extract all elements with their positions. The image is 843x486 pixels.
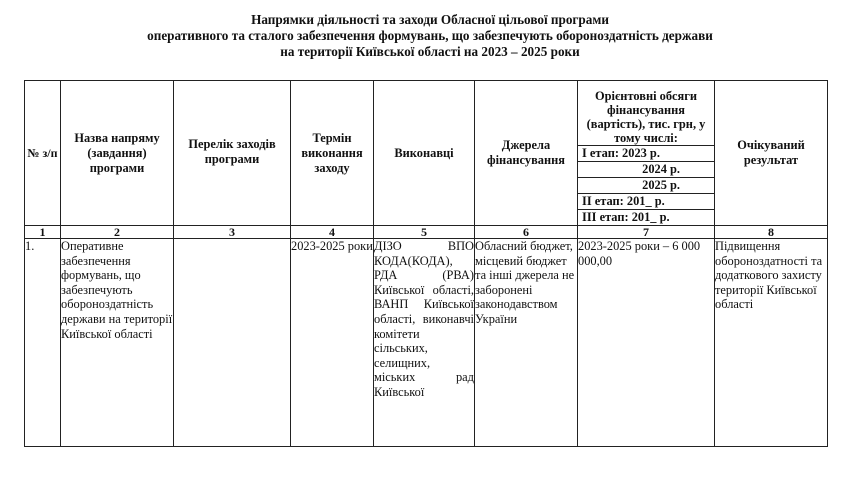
column-number-6: 6 bbox=[475, 226, 578, 239]
column-number-3: 3 bbox=[174, 226, 291, 239]
row-expected-result: Підвищення обороноздатності та додаткового захисту території Київської області bbox=[715, 239, 828, 447]
header-measures: Перелік заходів програми bbox=[174, 81, 291, 226]
column-number-row bbox=[25, 226, 828, 239]
funding-volume-title: Орієнтовні обсяги фінансування (вартість), тис. грн, у тому числі: bbox=[586, 89, 706, 145]
row-funding-sources: Обласний бюджет, місцевий бюджет та інші джерела не заборонені законодавством України bbox=[475, 239, 578, 447]
header-direction: Назва напряму (завдання) програми bbox=[61, 81, 174, 226]
column-number-4: 4 bbox=[291, 226, 374, 239]
stage-3: ІІІ етап: 201_ р. bbox=[578, 209, 714, 225]
row-executors: ДІЗО ВПО КОДА(КОДА), РДА (РВА) Київської області, ВАНП Київської області, виконавчі комітети сільських, селищних, міських рад Київської bbox=[374, 239, 475, 447]
column-number-7: 7 bbox=[578, 226, 715, 239]
title-line-3: на території Київської області на 2023 – 2025 роки bbox=[280, 44, 580, 59]
stage-2025: 2025 р. bbox=[578, 177, 714, 193]
row-term: 2023-2025 роки bbox=[291, 239, 374, 447]
title-line-1: Напрямки діяльності та заходи Обласної цільової програми bbox=[251, 12, 609, 27]
row-number: 1. bbox=[25, 239, 61, 447]
column-number-2: 2 bbox=[61, 226, 174, 239]
program-table bbox=[24, 80, 828, 447]
column-number-5: 5 bbox=[374, 226, 475, 239]
stage-1-2023: І етап: 2023 р. bbox=[578, 145, 714, 161]
header-expected-result: Очікуваний результат bbox=[715, 81, 828, 226]
header-funding-sources: Джерела фінансування bbox=[475, 81, 578, 226]
table-row bbox=[25, 239, 828, 447]
header-funding-volume bbox=[578, 81, 715, 226]
funding-volume-block bbox=[578, 87, 714, 225]
column-number-8: 8 bbox=[715, 226, 828, 239]
stage-2024: 2024 р. bbox=[578, 161, 714, 177]
document-title bbox=[90, 12, 770, 60]
header-term: Термін виконання заходу bbox=[291, 81, 374, 226]
row-funding-volume: 2023-2025 роки – 6 000 000,00 bbox=[578, 239, 715, 447]
header-row bbox=[25, 81, 828, 226]
header-number: № з/п bbox=[25, 81, 61, 226]
header-executors: Виконавці bbox=[374, 81, 475, 226]
title-line-2: оперативного та сталого забезпечення формувань, що забезпечують обороноздатність держави bbox=[147, 28, 713, 43]
row-direction: Оперативне забезпечення формувань, що забезпечують обороноздатність держави на території Київської області bbox=[61, 239, 174, 447]
column-number-1: 1 bbox=[25, 226, 61, 239]
row-measures bbox=[174, 239, 291, 447]
stage-2: ІІ етап: 201_ р. bbox=[578, 193, 714, 209]
